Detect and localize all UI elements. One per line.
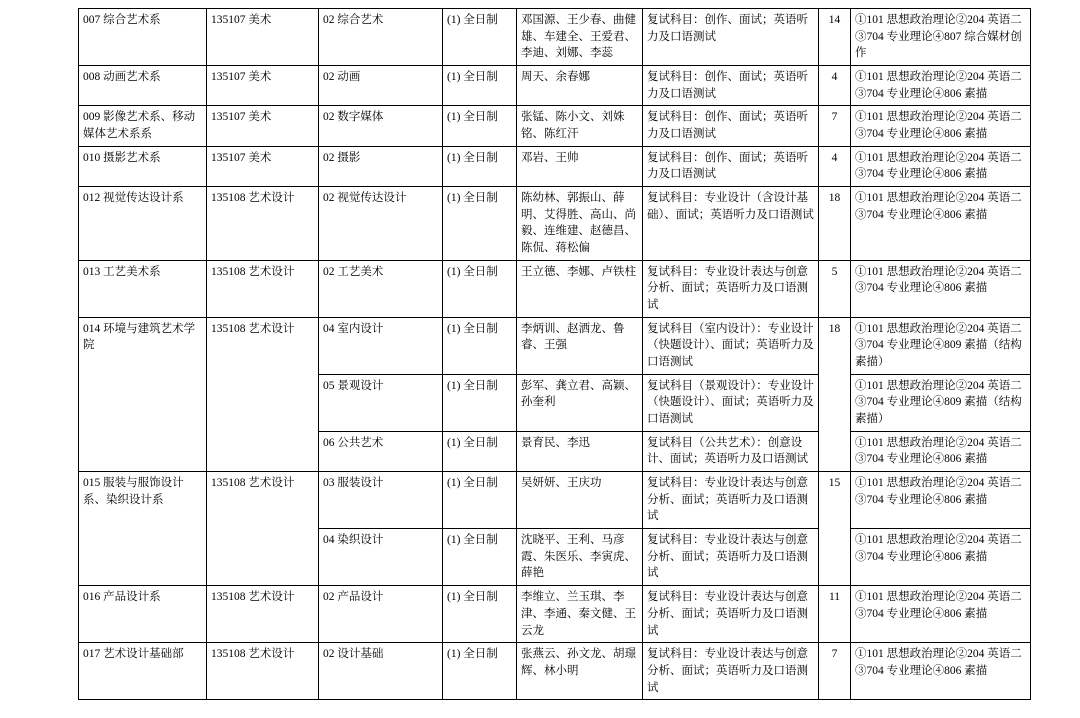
cell-major: 135108 艺术设计 [207, 472, 319, 586]
cell-direction: 02 设计基础 [319, 643, 443, 700]
cell-direction: 02 工艺美术 [319, 260, 443, 317]
table-body [79, 9, 1031, 700]
cell-study-mode: (1) 全日制 [443, 106, 517, 146]
cell-direction: 02 综合艺术 [319, 9, 443, 66]
cell-major: 135107 美术 [207, 66, 319, 106]
cell-major: 135108 艺术设计 [207, 187, 319, 261]
cell-advisors: 邓岩、王帅 [517, 146, 643, 186]
cell-enrollment-count: 7 [819, 106, 851, 146]
cell-direction: 03 服装设计 [319, 472, 443, 529]
cell-direction: 04 室内设计 [319, 317, 443, 374]
cell-study-mode: (1) 全日制 [443, 374, 517, 431]
cell-direction: 04 染织设计 [319, 529, 443, 586]
cell-retest-subjects: 复试科目：专业设计表达与创意分析、面试；英语听力及口语测试 [643, 643, 819, 700]
cell-department: 007 综合艺术系 [79, 9, 207, 66]
cell-advisors: 李炳训、赵洒龙、鲁睿、王强 [517, 317, 643, 374]
cell-advisors: 沈晓平、王利、马彦霞、朱医乐、李寅虎、薛艳 [517, 529, 643, 586]
cell-enrollment-count: 15 [819, 472, 851, 586]
cell-direction: 02 视觉传达设计 [319, 187, 443, 261]
cell-major: 135108 艺术设计 [207, 317, 319, 471]
cell-study-mode: (1) 全日制 [443, 317, 517, 374]
cell-exam-subjects: ①101 思想政治理论②204 英语二③704 专业理论④807 综合媒材创作 [851, 9, 1031, 66]
cell-department: 015 服装与服饰设计系、染织设计系 [79, 472, 207, 586]
cell-major: 135107 美术 [207, 146, 319, 186]
table-row [79, 317, 1031, 374]
cell-advisors: 张锰、陈小文、刘姝铭、陈红汗 [517, 106, 643, 146]
cell-retest-subjects: 复试科目：专业设计表达与创意分析、面试；英语听力及口语测试 [643, 472, 819, 529]
cell-enrollment-count: 18 [819, 187, 851, 261]
table-row [79, 187, 1031, 261]
cell-advisors: 张燕云、孙文龙、胡璟辉、林小明 [517, 643, 643, 700]
cell-direction: 05 景观设计 [319, 374, 443, 431]
cell-study-mode: (1) 全日制 [443, 66, 517, 106]
cell-study-mode: (1) 全日制 [443, 9, 517, 66]
cell-retest-subjects: 复试科目：创作、面试；英语听力及口语测试 [643, 9, 819, 66]
cell-exam-subjects: ①101 思想政治理论②204 英语二③704 专业理论④806 素描 [851, 187, 1031, 261]
cell-advisors: 王立德、李娜、卢铁柱 [517, 260, 643, 317]
cell-advisors: 陈幼林、郭振山、薛明、艾得胜、高山、尚毅、连维建、赵德昌、陈侃、蒋松偏 [517, 187, 643, 261]
cell-enrollment-count: 5 [819, 260, 851, 317]
cell-advisors: 景育民、李迅 [517, 431, 643, 471]
cell-retest-subjects: 复试科目：专业设计表达与创意分析、面试；英语听力及口语测试 [643, 529, 819, 586]
cell-advisors: 李维立、兰玉琪、李津、李通、秦文健、王云龙 [517, 586, 643, 643]
cell-study-mode: (1) 全日制 [443, 146, 517, 186]
cell-study-mode: (1) 全日制 [443, 260, 517, 317]
cell-department: 012 视觉传达设计系 [79, 187, 207, 261]
cell-exam-subjects: ①101 思想政治理论②204 英语二③704 专业理论④806 素描 [851, 146, 1031, 186]
cell-department: 008 动画艺术系 [79, 66, 207, 106]
table-row [79, 9, 1031, 66]
cell-direction: 06 公共艺术 [319, 431, 443, 471]
cell-department: 009 影像艺术系、移动媒体艺术系系 [79, 106, 207, 146]
cell-retest-subjects: 复试科目：创作、面试；英语听力及口语测试 [643, 66, 819, 106]
cell-retest-subjects: 复试科目（室内设计）：专业设计（快题设计）、面试；英语听力及口语测试 [643, 317, 819, 374]
cell-retest-subjects: 复试科目（景观设计）：专业设计（快题设计）、面试；英语听力及口语测试 [643, 374, 819, 431]
cell-retest-subjects: 复试科目：创作、面试；英语听力及口语测试 [643, 146, 819, 186]
cell-advisors: 周天、余春娜 [517, 66, 643, 106]
cell-enrollment-count: 14 [819, 9, 851, 66]
cell-enrollment-count: 7 [819, 643, 851, 700]
table-row [79, 146, 1031, 186]
cell-advisors: 彭军、龚立君、高颖、孙奎利 [517, 374, 643, 431]
cell-major: 135107 美术 [207, 106, 319, 146]
table-row [79, 472, 1031, 529]
cell-study-mode: (1) 全日制 [443, 529, 517, 586]
cell-exam-subjects: ①101 思想政治理论②204 英语二③704 专业理论④806 素描 [851, 66, 1031, 106]
cell-enrollment-count: 11 [819, 586, 851, 643]
cell-department: 017 艺术设计基础部 [79, 643, 207, 700]
cell-study-mode: (1) 全日制 [443, 431, 517, 471]
cell-enrollment-count: 4 [819, 146, 851, 186]
cell-retest-subjects: 复试科目：专业设计（含设计基础）、面试；英语听力及口语测试 [643, 187, 819, 261]
cell-retest-subjects: 复试科目：专业设计表达与创意分析、面试；英语听力及口语测试 [643, 260, 819, 317]
cell-major: 135108 艺术设计 [207, 643, 319, 700]
cell-exam-subjects: ①101 思想政治理论②204 英语二③704 专业理论④809 素描（结构素描） [851, 317, 1031, 374]
cell-exam-subjects: ①101 思想政治理论②204 英语二③704 专业理论④806 素描 [851, 431, 1031, 471]
cell-study-mode: (1) 全日制 [443, 187, 517, 261]
cell-direction: 02 数字媒体 [319, 106, 443, 146]
cell-department: 013 工艺美术系 [79, 260, 207, 317]
cell-department: 010 摄影艺术系 [79, 146, 207, 186]
cell-exam-subjects: ①101 思想政治理论②204 英语二③704 专业理论④806 素描 [851, 106, 1031, 146]
cell-direction: 02 摄影 [319, 146, 443, 186]
cell-exam-subjects: ①101 思想政治理论②204 英语二③704 专业理论④806 素描 [851, 529, 1031, 586]
cell-exam-subjects: ①101 思想政治理论②204 英语二③704 专业理论④806 素描 [851, 643, 1031, 700]
cell-enrollment-count: 4 [819, 66, 851, 106]
cell-retest-subjects: 复试科目：专业设计表达与创意分析、面试；英语听力及口语测试 [643, 586, 819, 643]
admissions-table [78, 8, 1031, 700]
cell-major: 135108 艺术设计 [207, 586, 319, 643]
cell-enrollment-count: 18 [819, 317, 851, 471]
table-row [79, 260, 1031, 317]
cell-advisors: 吴妍妍、王庆功 [517, 472, 643, 529]
cell-major: 135108 艺术设计 [207, 260, 319, 317]
cell-exam-subjects: ①101 思想政治理论②204 英语二③704 专业理论④809 素描（结构素描） [851, 374, 1031, 431]
cell-exam-subjects: ①101 思想政治理论②204 英语二③704 专业理论④806 素描 [851, 260, 1031, 317]
cell-retest-subjects: 复试科目：创作、面试；英语听力及口语测试 [643, 106, 819, 146]
table-row [79, 643, 1031, 700]
cell-study-mode: (1) 全日制 [443, 643, 517, 700]
cell-direction: 02 动画 [319, 66, 443, 106]
cell-exam-subjects: ①101 思想政治理论②204 英语二③704 专业理论④806 素描 [851, 472, 1031, 529]
cell-study-mode: (1) 全日制 [443, 586, 517, 643]
cell-direction: 02 产品设计 [319, 586, 443, 643]
cell-advisors: 邓国源、王少春、曲健雄、车建全、王爱君、李迪、刘娜、李蕊 [517, 9, 643, 66]
table-row [79, 586, 1031, 643]
cell-retest-subjects: 复试科目（公共艺术）：创意设计、面试；英语听力及口语测试 [643, 431, 819, 471]
table-row [79, 66, 1031, 106]
cell-department: 014 环境与建筑艺术学院 [79, 317, 207, 471]
cell-study-mode: (1) 全日制 [443, 472, 517, 529]
cell-exam-subjects: ①101 思想政治理论②204 英语二③704 专业理论④806 素描 [851, 586, 1031, 643]
cell-major: 135107 美术 [207, 9, 319, 66]
cell-department: 016 产品设计系 [79, 586, 207, 643]
table-row [79, 106, 1031, 146]
